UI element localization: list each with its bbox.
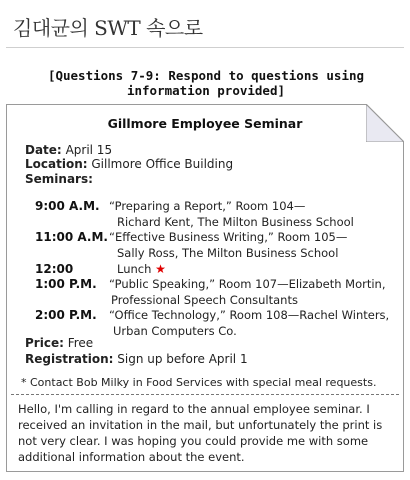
registration-field xyxy=(25,352,248,366)
schedule-time: 9:00 A.M. xyxy=(35,199,100,213)
schedule-item xyxy=(109,198,394,230)
registration-label: Registration: xyxy=(25,352,114,366)
seminars-label: Seminars: xyxy=(25,172,93,186)
dashed-divider xyxy=(11,394,399,395)
schedule-time: 12:00 xyxy=(35,262,74,276)
schedule-speaker: Urban Computers Co. xyxy=(113,324,237,338)
seminars-field xyxy=(25,172,93,186)
schedule-item xyxy=(109,276,394,308)
schedule-title: “Office Technology,” Room 108—Rachel Winters, xyxy=(109,308,390,322)
schedule-title: “Effective Business Writing,” Room 105— xyxy=(109,230,348,244)
schedule-item xyxy=(109,229,394,261)
schedule-title: “Public Speaking,” Room 107—Elizabeth Mortin, xyxy=(109,277,386,291)
title-divider xyxy=(6,47,404,48)
schedule-title: “Preparing a Report,” Room 104— xyxy=(109,199,306,213)
asterisk-icon: ★ xyxy=(155,262,166,276)
price-value: Free xyxy=(67,336,94,350)
schedule-item xyxy=(117,261,402,277)
schedule-speaker: Richard Kent, The Milton Business School xyxy=(117,215,354,229)
schedule-time: 11:00 A.M. xyxy=(35,230,108,244)
instructions: [Questions 7-9: Respond to questions using information provided] xyxy=(47,68,365,98)
schedule-speaker: Sally Ross, The Milton Business School xyxy=(117,246,339,260)
schedule-title: Lunch xyxy=(117,262,152,276)
voicemail-message: Hello, I'm calling in regard to the annual employee seminar. I received an invitation in the mail, but unfortunately the print is not very clear. I was hoping you could provide me with some additional information about the event. xyxy=(18,402,383,464)
notice-card xyxy=(6,104,404,472)
price-field xyxy=(25,336,93,350)
schedule-time: 1:00 P.M. xyxy=(35,277,97,291)
meal-request-note: * Contact Bob Milky in Food Services with special meal requests. xyxy=(21,376,377,389)
price-label: Price: xyxy=(25,336,64,350)
schedule-item xyxy=(109,307,394,339)
page-title: 김대균의 SWT 속으로 xyxy=(13,16,203,40)
location-value: Gillmore Office Building xyxy=(91,157,234,171)
date-value: April 15 xyxy=(65,143,113,157)
notice-title: Gillmore Employee Seminar xyxy=(107,116,303,131)
location-field xyxy=(25,157,233,171)
date-field xyxy=(25,143,112,157)
location-label: Location: xyxy=(25,157,88,171)
registration-value: Sign up before April 1 xyxy=(117,352,248,366)
schedule-speaker: Professional Speech Consultants xyxy=(111,293,298,307)
schedule-time: 2:00 P.M. xyxy=(35,308,97,322)
date-label: Date: xyxy=(25,143,62,157)
